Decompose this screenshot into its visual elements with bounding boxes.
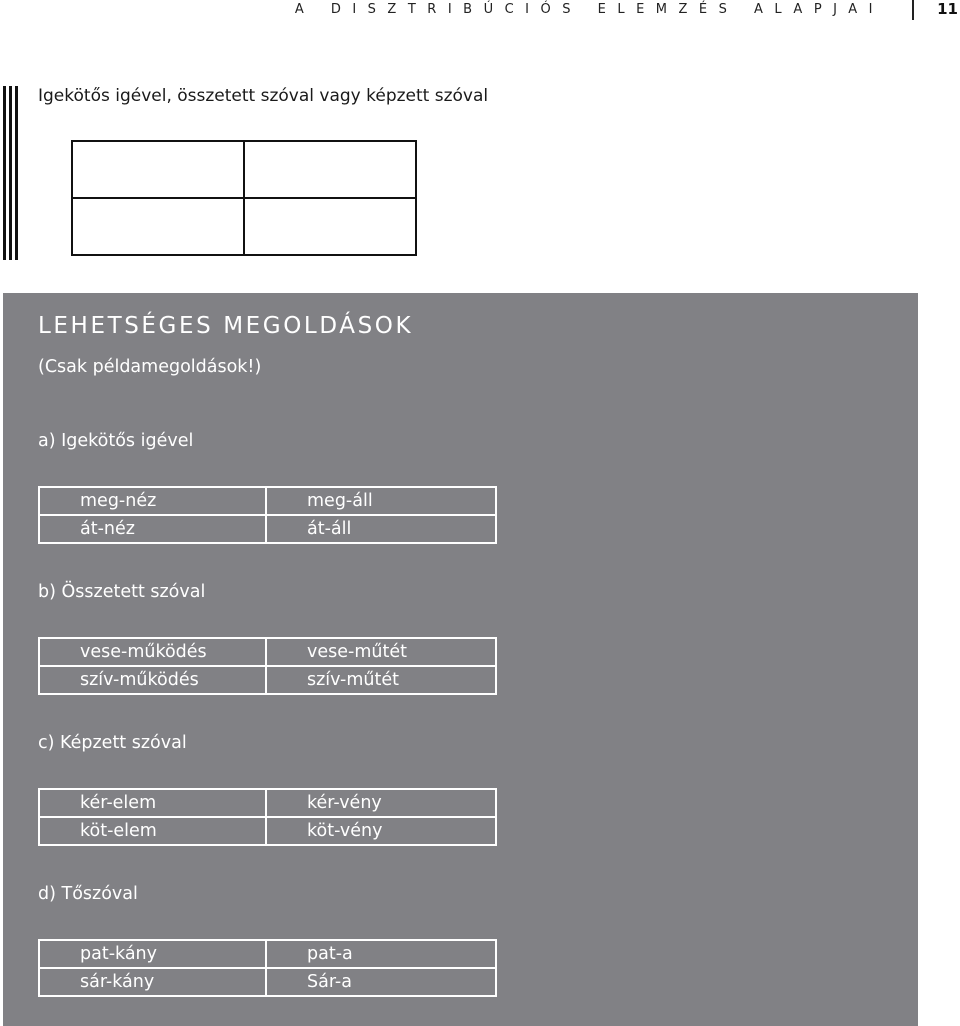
page-number: 11 bbox=[937, 0, 958, 18]
running-title: A DISZTRIBÚCIÓS ELEMZÉS ALAPJAI bbox=[294, 2, 884, 17]
table-cell: szív-működés bbox=[39, 666, 266, 694]
solutions-panel bbox=[3, 293, 918, 1026]
section-label: b) Összetett szóval bbox=[38, 582, 206, 602]
section-label: c) Képzett szóval bbox=[38, 733, 187, 753]
blank-cell[interactable] bbox=[244, 198, 416, 255]
solution-table bbox=[38, 788, 497, 846]
table-cell: pat-kány bbox=[39, 940, 266, 968]
table-row bbox=[39, 638, 496, 666]
solutions-note: (Csak példamegoldások!) bbox=[38, 357, 262, 377]
margin-bar bbox=[3, 86, 6, 260]
section-label: d) Tőszóval bbox=[38, 884, 138, 904]
table-cell: Sár-a bbox=[266, 968, 496, 996]
table-cell: meg-néz bbox=[39, 487, 266, 515]
solution-table bbox=[38, 486, 497, 544]
blank-cell[interactable] bbox=[72, 141, 244, 198]
header-divider bbox=[912, 0, 914, 20]
table-cell: kér-vény bbox=[266, 789, 496, 817]
table-row bbox=[39, 817, 496, 845]
table-row bbox=[39, 968, 496, 996]
running-head bbox=[0, 0, 960, 20]
table-row bbox=[39, 515, 496, 543]
table-cell: pat-a bbox=[266, 940, 496, 968]
table-cell: át-néz bbox=[39, 515, 266, 543]
table-row bbox=[39, 666, 496, 694]
section-label: a) Igekötős igével bbox=[38, 431, 194, 451]
blank-cell[interactable] bbox=[244, 141, 416, 198]
exercise-title: Igekötős igével, összetett szóval vagy képzett szóval bbox=[38, 86, 489, 106]
table-cell: sár-kány bbox=[39, 968, 266, 996]
blank-answer-grid bbox=[71, 140, 417, 256]
table-cell: át-áll bbox=[266, 515, 496, 543]
solution-table bbox=[38, 637, 497, 695]
solutions-title: LEHETSÉGES MEGOLDÁSOK bbox=[38, 313, 414, 339]
table-cell: vese-működés bbox=[39, 638, 266, 666]
table-cell: köt-vény bbox=[266, 817, 496, 845]
table-row bbox=[39, 940, 496, 968]
table-cell: köt-elem bbox=[39, 817, 266, 845]
table-cell: vese-műtét bbox=[266, 638, 496, 666]
table-row bbox=[39, 487, 496, 515]
table-cell: kér-elem bbox=[39, 789, 266, 817]
table-cell: meg-áll bbox=[266, 487, 496, 515]
table-cell: szív-műtét bbox=[266, 666, 496, 694]
margin-bar bbox=[9, 86, 12, 260]
solution-table bbox=[38, 939, 497, 997]
blank-cell[interactable] bbox=[72, 198, 244, 255]
margin-bar bbox=[15, 86, 18, 260]
table-row bbox=[39, 789, 496, 817]
